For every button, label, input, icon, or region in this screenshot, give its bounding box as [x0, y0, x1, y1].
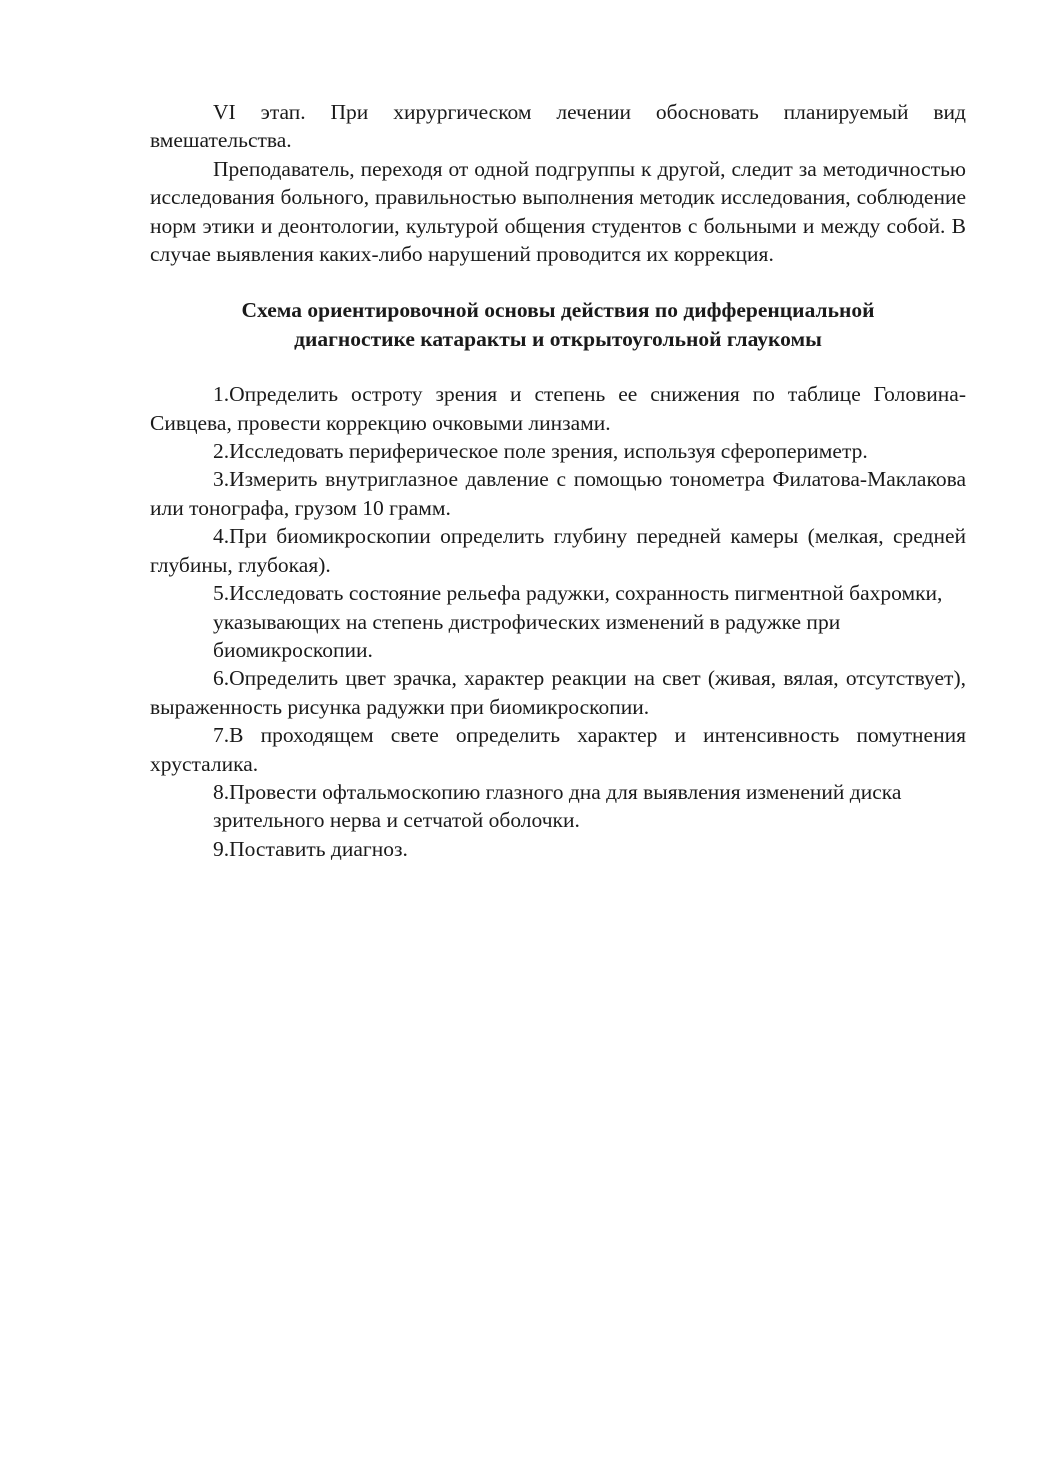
- step-4: 4.При биомикроскопии определить глубину передней камеры (мелкая, средней глубины, глубокая).: [150, 524, 966, 577]
- step-7: 7.В проходящем свете определить характер и интенсивность помутнения хрусталика.: [150, 723, 966, 776]
- section-heading: [150, 296, 966, 353]
- heading-line-1: Схема ориентировочной основы действия по дифференциальной: [241, 298, 875, 323]
- step-6: 6.Определить цвет зрачка, характер реакции на свет (живая, вялая, отсутствует), выраженность рисунка радужки при биомикроскопии.: [150, 666, 966, 719]
- step-1: 1.Определить остроту зрения и степень ее снижения по таблице Головина-Сивцева, провести коррекцию очковыми линзами.: [150, 382, 966, 435]
- step-5: 5.Исследовать состояние рельефа радужки, сохранность пигментной бахромки, указывающих на степень дистрофических изменений в радужке при биомикроскопии.: [213, 581, 943, 662]
- document-page: [150, 98, 966, 863]
- stage-6-paragraph: VI этап. При хирургическом лечении обосновать планируемый вид вмешательства.: [150, 100, 966, 153]
- heading-line-2: диагностике катаракты и открытоугольной глаукомы: [294, 326, 822, 351]
- teacher-paragraph: Преподаватель, переходя от одной подгруппы к другой, следит за методичностью исследования больного, правильностью выполнения методик исследования, соблюдение норм этики и деонтологии, культурой общения студентов с больными и между собой. В случае выявления каких-либо нарушений проводится их коррекция.: [150, 156, 966, 267]
- step-8: 8.Провести офтальмоскопию глазного дна для выявления изменений диска зрительного нерва и сетчатой оболочки.: [213, 779, 902, 833]
- step-2: 2.Исследовать периферическое поле зрения, используя сфероперимeтр.: [213, 439, 868, 464]
- step-3: 3.Измерить внутриглазное давление с помощью тонометра Филатова-Маклакова или тонографа, грузом 10 грамм.: [150, 467, 966, 520]
- step-9: 9.Поставить диагноз.: [213, 836, 408, 861]
